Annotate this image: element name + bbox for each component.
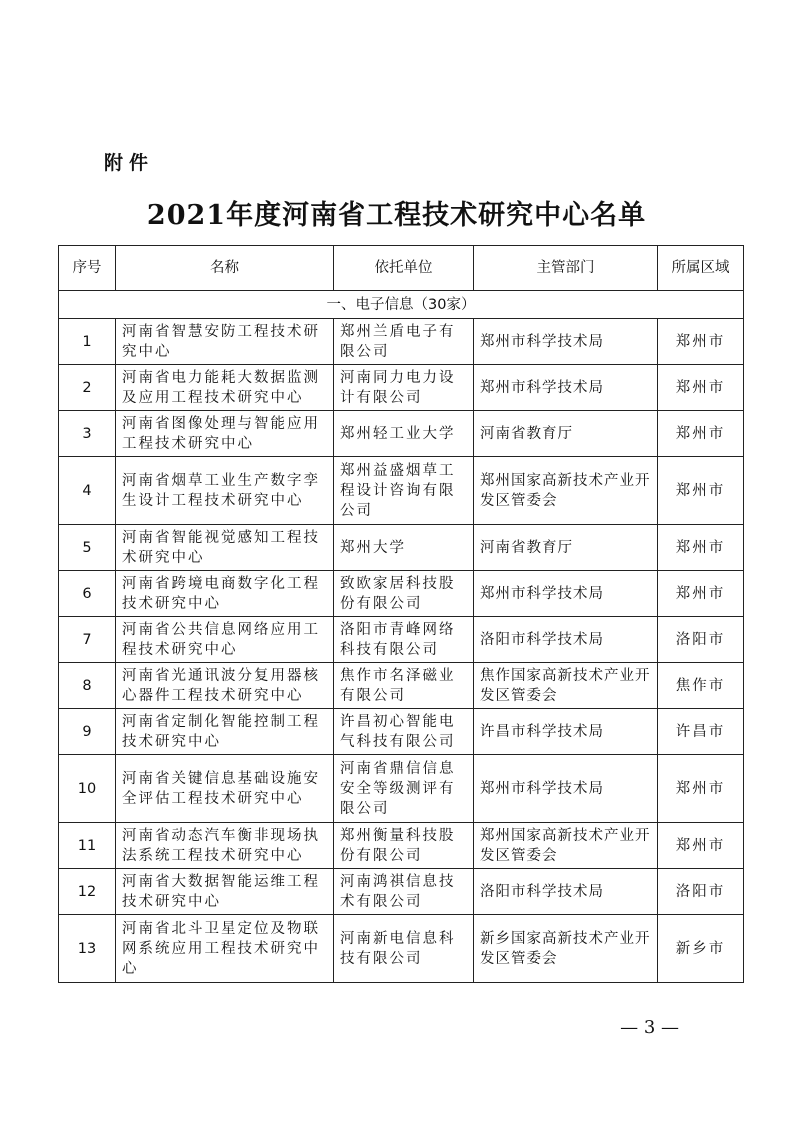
row-region: 郑州市	[658, 571, 744, 617]
row-dept: 郑州市科学技术局	[474, 319, 658, 365]
row-region: 洛阳市	[658, 869, 744, 915]
row-dept: 新乡国家高新技术产业开发区管委会	[474, 915, 658, 983]
row-name: 河南省大数据智能运维工程技术研究中心	[116, 869, 334, 915]
row-name: 河南省动态汽车衡非现场执法系统工程技术研究中心	[116, 823, 334, 869]
header-num: 序号	[59, 246, 116, 291]
row-org: 郑州衡量科技股份有限公司	[334, 823, 474, 869]
row-region: 郑州市	[658, 365, 744, 411]
row-dept: 郑州国家高新技术产业开发区管委会	[474, 457, 658, 525]
row-name: 河南省智慧安防工程技术研究中心	[116, 319, 334, 365]
row-region: 郑州市	[658, 411, 744, 457]
page-title: 2021年度河南省工程技术研究中心名单	[146, 200, 647, 231]
table-row	[59, 457, 744, 525]
row-dept: 郑州市科学技术局	[474, 365, 658, 411]
row-name: 河南省北斗卫星定位及物联网系统应用工程技术研究中心	[116, 915, 334, 983]
row-name: 河南省光通讯波分复用器核心器件工程技术研究中心	[116, 663, 334, 709]
row-num: 6	[59, 571, 116, 617]
row-org: 郑州大学	[334, 525, 474, 571]
row-num: 12	[59, 869, 116, 915]
table-row	[59, 411, 744, 457]
row-region: 郑州市	[658, 823, 744, 869]
table-row	[59, 709, 744, 755]
row-num: 3	[59, 411, 116, 457]
category-row	[59, 291, 744, 319]
row-name: 河南省图像处理与智能应用工程技术研究中心	[116, 411, 334, 457]
row-dept: 郑州市科学技术局	[474, 755, 658, 823]
row-name: 河南省定制化智能控制工程技术研究中心	[116, 709, 334, 755]
row-num: 10	[59, 755, 116, 823]
table-row	[59, 319, 744, 365]
row-dept: 许昌市科学技术局	[474, 709, 658, 755]
table-row	[59, 663, 744, 709]
attachment-label: 附件	[104, 152, 155, 174]
row-dept: 郑州国家高新技术产业开发区管委会	[474, 823, 658, 869]
row-region: 郑州市	[658, 525, 744, 571]
table-row	[59, 525, 744, 571]
header-dept: 主管部门	[474, 246, 658, 291]
row-region: 郑州市	[658, 457, 744, 525]
row-region: 许昌市	[658, 709, 744, 755]
row-org: 焦作市名泽磁业有限公司	[334, 663, 474, 709]
row-org: 致欧家居科技股份有限公司	[334, 571, 474, 617]
row-num: 4	[59, 457, 116, 525]
header-region: 所属区域	[658, 246, 744, 291]
center-list-table	[58, 245, 744, 983]
table-row	[59, 823, 744, 869]
row-num: 8	[59, 663, 116, 709]
category-label: 一、电子信息（30家）	[59, 291, 744, 319]
row-org: 河南鸿祺信息技术有限公司	[334, 869, 474, 915]
row-dept: 河南省教育厅	[474, 411, 658, 457]
row-name: 河南省烟草工业生产数字孪生设计工程技术研究中心	[116, 457, 334, 525]
row-dept: 郑州市科学技术局	[474, 571, 658, 617]
row-dept: 焦作国家高新技术产业开发区管委会	[474, 663, 658, 709]
table-header-row	[59, 246, 744, 291]
table-row	[59, 915, 744, 983]
row-region: 郑州市	[658, 319, 744, 365]
row-num: 11	[59, 823, 116, 869]
table-row	[59, 617, 744, 663]
row-name: 河南省智能视觉感知工程技术研究中心	[116, 525, 334, 571]
row-org: 许昌初心智能电气科技有限公司	[334, 709, 474, 755]
header-org: 依托单位	[334, 246, 474, 291]
row-dept: 洛阳市科学技术局	[474, 617, 658, 663]
row-region: 焦作市	[658, 663, 744, 709]
row-num: 5	[59, 525, 116, 571]
table-row	[59, 755, 744, 823]
row-name: 河南省公共信息网络应用工程技术研究中心	[116, 617, 334, 663]
row-num: 2	[59, 365, 116, 411]
row-dept: 河南省教育厅	[474, 525, 658, 571]
row-num: 1	[59, 319, 116, 365]
row-org: 郑州兰盾电子有限公司	[334, 319, 474, 365]
row-region: 郑州市	[658, 755, 744, 823]
row-org: 河南同力电力设计有限公司	[334, 365, 474, 411]
row-num: 7	[59, 617, 116, 663]
row-name: 河南省关键信息基础设施安全评估工程技术研究中心	[116, 755, 334, 823]
row-org: 郑州轻工业大学	[334, 411, 474, 457]
row-name: 河南省电力能耗大数据监测及应用工程技术研究中心	[116, 365, 334, 411]
page-number: — 3 —	[620, 1017, 679, 1038]
header-name: 名称	[116, 246, 334, 291]
row-org: 河南省鼎信信息安全等级测评有限公司	[334, 755, 474, 823]
row-num: 9	[59, 709, 116, 755]
row-org: 洛阳市青峰网络科技有限公司	[334, 617, 474, 663]
row-region: 新乡市	[658, 915, 744, 983]
table-row	[59, 365, 744, 411]
row-org: 郑州益盛烟草工程设计咨询有限公司	[334, 457, 474, 525]
row-num: 13	[59, 915, 116, 983]
table-row	[59, 571, 744, 617]
row-dept: 洛阳市科学技术局	[474, 869, 658, 915]
table-row	[59, 869, 744, 915]
row-region: 洛阳市	[658, 617, 744, 663]
row-org: 河南新电信息科技有限公司	[334, 915, 474, 983]
row-name: 河南省跨境电商数字化工程技术研究中心	[116, 571, 334, 617]
